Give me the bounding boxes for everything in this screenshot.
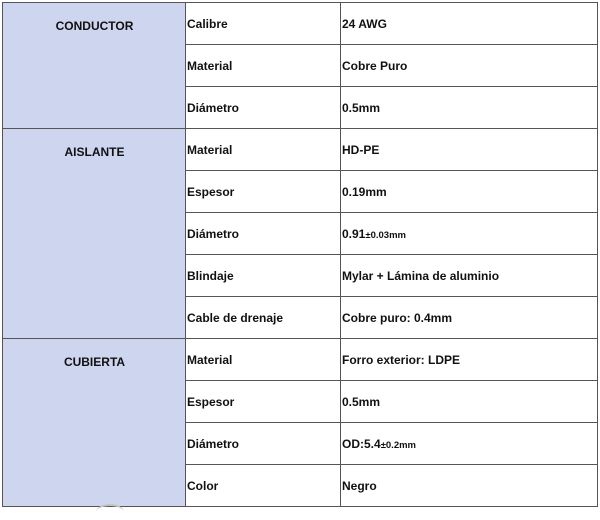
property-cell: Color [186,465,341,507]
value-tolerance: ±0.2mm [380,439,417,451]
spec-table [2,2,598,507]
value-cell: Cobre puro: 0.4mm [341,297,598,339]
property-cell: Cable de drenaje [186,297,341,339]
value-tolerance: ±0.03mm [365,229,406,241]
table-row [3,3,598,45]
value-cell: Forro exterior: LDPE [341,339,598,381]
property-cell: Material [186,339,341,381]
table-row [3,339,598,381]
property-cell: Material [186,45,341,87]
property-cell: Diámetro [186,423,341,465]
decorative-arc [96,504,124,520]
property-cell: Calibre [186,3,341,45]
value-cell: 0.5mm [341,381,598,423]
property-cell: Blindaje [186,255,341,297]
group-cell-aislante: AISLANTE [3,129,186,339]
group-cell-conductor: CONDUCTOR [3,3,186,129]
value-cell [341,213,598,255]
property-cell: Espesor [186,381,341,423]
value-cell: 24 AWG [341,3,598,45]
property-cell: Espesor [186,171,341,213]
property-cell: Material [186,129,341,171]
value-cell: HD-PE [341,129,598,171]
value-cell: Mylar + Lámina de aluminio [341,255,598,297]
property-cell: Diámetro [186,87,341,129]
value-cell: 0.5mm [341,87,598,129]
value-cell: Cobre Puro [341,45,598,87]
value-cell: 0.19mm [341,171,598,213]
group-cell-cubierta: CUBIERTA [3,339,186,507]
value-cell [341,423,598,465]
value-main: 0.91 [342,226,366,241]
property-cell: Diámetro [186,213,341,255]
table-row [3,129,598,171]
value-main: OD:5.4 [342,436,381,451]
value-cell: Negro [341,465,598,507]
